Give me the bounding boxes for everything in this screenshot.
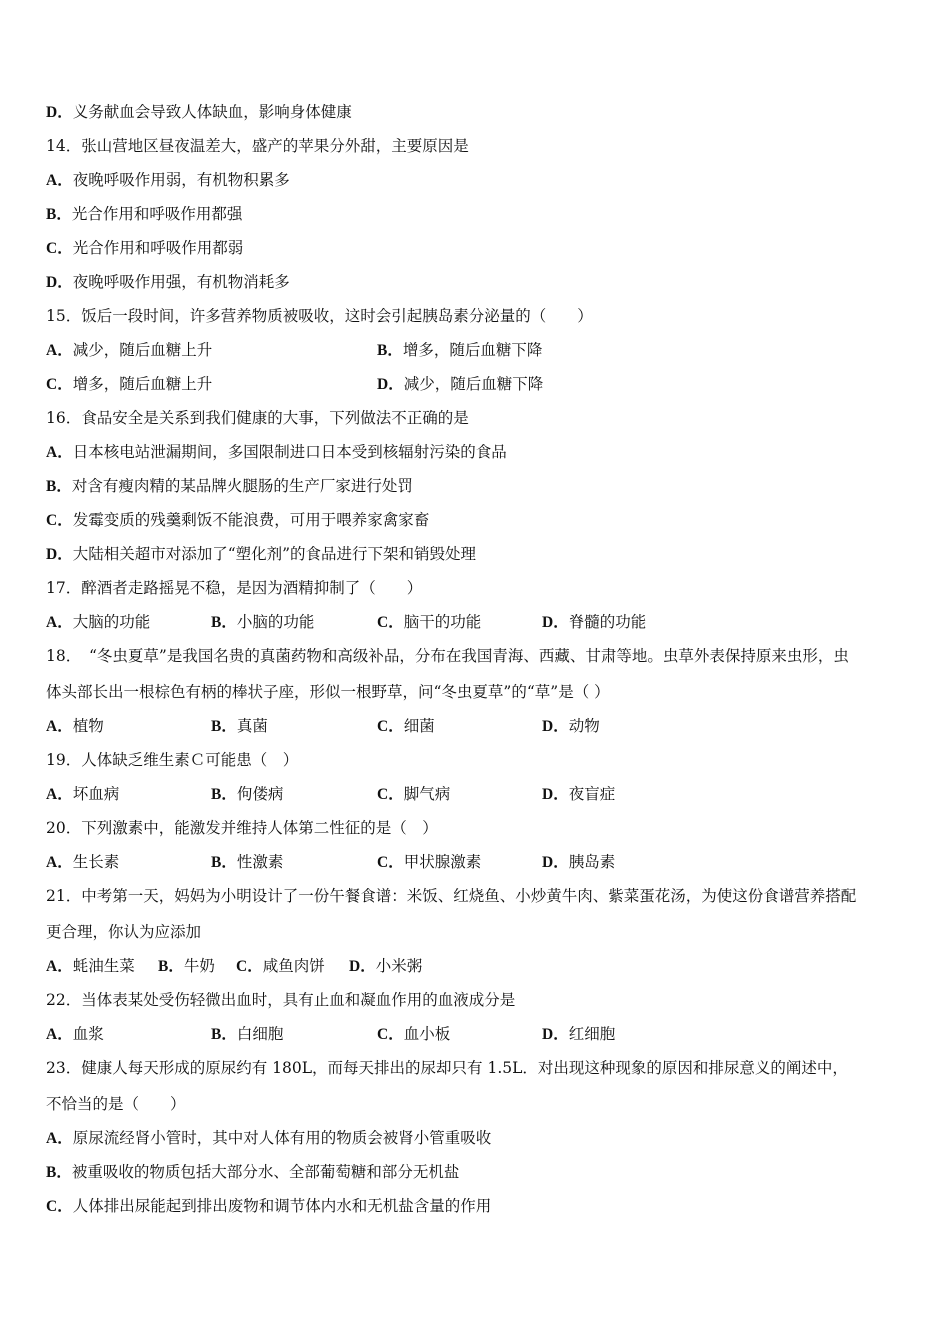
q22-option-d[interactable]: [542, 1024, 615, 1045]
option-text: 小米粥: [375, 957, 423, 975]
option-text: 动物: [568, 717, 600, 735]
option-label: B．: [211, 1026, 237, 1043]
q14-option-b[interactable]: [46, 204, 910, 225]
q22-option-c[interactable]: [377, 1024, 450, 1045]
q21-option-a[interactable]: [46, 956, 135, 977]
question-21-stem-line-2: 更合理，你认为应添加: [46, 923, 202, 941]
option-text: 大脑的功能: [72, 613, 151, 631]
option-label: D．: [542, 854, 569, 871]
option-text: 增多，随后血糖下降: [402, 341, 543, 359]
q21-option-b[interactable]: [158, 956, 215, 977]
q23-option-c[interactable]: [46, 1196, 910, 1217]
option-label: D．: [377, 376, 404, 393]
option-label: A．: [46, 614, 73, 631]
option-label: C．: [236, 958, 263, 975]
option-text: 增多，随后血糖上升: [72, 375, 213, 393]
question-21-stem-line-1: 21．中考第一天，妈妈为小明设计了一份午餐食谱：米饭、红烧鱼、小炒黄牛肉、紫菜蛋花汤，为使这份食谱营养搭配: [46, 887, 857, 905]
option-text: 血浆: [72, 1025, 104, 1043]
q20-option-a[interactable]: [46, 852, 119, 873]
q22-option-b[interactable]: [211, 1024, 283, 1045]
option-text: 胰岛素: [568, 853, 616, 871]
option-label: A．: [46, 172, 73, 189]
option-text: 夜盲症: [568, 785, 616, 803]
question-22-stem: 22．当体表某处受伤轻微出血时，具有止血和凝血作用的血液成分是: [46, 991, 516, 1009]
option-label: D．: [542, 786, 569, 803]
q22-option-a[interactable]: [46, 1024, 104, 1045]
q19-option-c[interactable]: [377, 784, 450, 805]
q14-option-a[interactable]: [46, 170, 910, 191]
question-15-stem: 15．饭后一段时间，许多营养物质被吸收，这时会引起胰岛素分泌量的（ ）: [46, 307, 593, 325]
q16-option-c[interactable]: [46, 510, 910, 531]
q19-option-a[interactable]: [46, 784, 119, 805]
option-label: C．: [377, 854, 404, 871]
option-text: 日本核电站泄漏期间，多国限制进口日本受到核辐射污染的食品: [72, 443, 507, 461]
option-text: 对含有瘦肉精的某品牌火腿肠的生产厂家进行处罚: [71, 477, 413, 495]
q17-option-c[interactable]: [377, 612, 481, 633]
option-label: B．: [211, 718, 237, 735]
question-14-stem: 14．张山营地区昼夜温差大，盛产的苹果分外甜，主要原因是: [46, 137, 469, 155]
q18-option-b[interactable]: [211, 716, 268, 737]
q17-option-b[interactable]: [211, 612, 314, 633]
q20-option-d[interactable]: [542, 852, 615, 873]
option-label: C．: [377, 718, 404, 735]
q15-option-b[interactable]: [377, 340, 542, 361]
option-label: D．: [542, 1026, 569, 1043]
option-text: 细菌: [403, 717, 435, 735]
option-text: 蚝油生菜: [72, 957, 135, 975]
option-text: 夜晚呼吸作用弱，有机物积累多: [72, 171, 290, 189]
q15-option-c[interactable]: [46, 374, 212, 395]
q17-option-d[interactable]: [542, 612, 646, 633]
question-18-stem-line-2: 体头部长出一根棕色有柄的棒状子座，形似一根野草，问“冬虫夏草”的“草”是（ ）: [46, 683, 610, 701]
option-label: D．: [542, 718, 569, 735]
option-label: B．: [211, 854, 237, 871]
q19-option-b[interactable]: [211, 784, 283, 805]
q16-option-b[interactable]: [46, 476, 910, 497]
option-text: 小脑的功能: [236, 613, 315, 631]
question-20-stem: 20．下列激素中，能激发并维持人体第二性征的是（ ）: [46, 819, 438, 837]
option-label: D．: [349, 958, 376, 975]
q23-option-a[interactable]: [46, 1128, 910, 1149]
option-text: 原尿流经肾小管时，其中对人体有用的物质会被肾小管重吸收: [72, 1129, 492, 1147]
option-label: A．: [46, 786, 73, 803]
option-text: 夜晚呼吸作用强，有机物消耗多: [72, 273, 290, 291]
option-label: B．: [211, 786, 237, 803]
q14-option-d[interactable]: [46, 272, 910, 293]
option-text: 生长素: [72, 853, 120, 871]
question-23-stem-line-1: 23．健康人每天形成的原尿约有 180L，而每天排出的尿却只有 1.5L．对出现这种现象的原因和排尿意义的阐述中，: [46, 1059, 848, 1077]
option-label: D．: [46, 104, 73, 121]
q15-option-d[interactable]: [377, 374, 543, 395]
option-label: A．: [46, 1026, 73, 1043]
option-label: D．: [46, 546, 73, 563]
option-text: 脊髓的功能: [568, 613, 647, 631]
q16-option-a[interactable]: [46, 442, 910, 463]
option-text: 义务献血会导致人体缺血，影响身体健康: [72, 103, 352, 121]
option-text: 佝偻病: [236, 785, 284, 803]
option-label: B．: [46, 1164, 72, 1181]
question-23-stem-line-2: 不恰当的是（ ）: [46, 1095, 186, 1113]
q18-option-a[interactable]: [46, 716, 104, 737]
option-text: 白细胞: [236, 1025, 284, 1043]
option-label: C．: [377, 786, 404, 803]
option-text: 脚气病: [403, 785, 451, 803]
option-text: 减少，随后血糖上升: [72, 341, 213, 359]
option-text: 脑干的功能: [403, 613, 482, 631]
option-text: 血小板: [403, 1025, 451, 1043]
option-label: A．: [46, 854, 73, 871]
option-text: 坏血病: [72, 785, 120, 803]
option-label: A．: [46, 1130, 73, 1147]
option-label: B．: [46, 478, 72, 495]
option-text: 被重吸收的物质包括大部分水、全部葡萄糖和部分无机盐: [71, 1163, 460, 1181]
option-text: 人体排出尿能起到排出废物和调节体内水和无机盐含量的作用: [72, 1197, 492, 1215]
option-label: C．: [377, 614, 404, 631]
option-text: 光合作用和呼吸作用都弱: [72, 239, 244, 257]
q18-option-c[interactable]: [377, 716, 435, 737]
option-label: B．: [46, 206, 72, 223]
option-text: 红细胞: [568, 1025, 616, 1043]
option-text: 发霉变质的残羹剩饭不能浪费，可用于喂养家禽家畜: [72, 511, 430, 529]
question-17-stem: 17．醉酒者走路摇晃不稳，是因为酒精抑制了（ ）: [46, 579, 423, 597]
option-text: 光合作用和呼吸作用都强: [71, 205, 243, 223]
q14-option-c[interactable]: [46, 238, 910, 259]
option-line: [46, 102, 910, 123]
q21-option-c[interactable]: [236, 956, 325, 977]
option-label: A．: [46, 718, 73, 735]
option-text: 真菌: [236, 717, 268, 735]
q20-option-b[interactable]: [211, 852, 283, 873]
question-19-stem: 19．人体缺乏维生素Ｃ可能患（ ）: [46, 751, 299, 769]
q21-option-d[interactable]: [349, 956, 422, 977]
q20-option-c[interactable]: [377, 852, 481, 873]
option-label: C．: [46, 376, 73, 393]
q23-option-b[interactable]: [46, 1162, 910, 1183]
option-label: B．: [158, 958, 184, 975]
option-text: 性激素: [236, 853, 284, 871]
option-label: B．: [211, 614, 237, 631]
option-label: A．: [46, 342, 73, 359]
option-text: 减少，随后血糖下降: [403, 375, 544, 393]
q19-option-d[interactable]: [542, 784, 615, 805]
q16-option-d[interactable]: [46, 544, 910, 565]
option-label: C．: [46, 512, 73, 529]
question-16-stem: 16．食品安全是关系到我们健康的大事，下列做法不正确的是: [46, 409, 469, 427]
option-label: D．: [542, 614, 569, 631]
option-label: C．: [377, 1026, 404, 1043]
q18-option-d[interactable]: [542, 716, 600, 737]
option-label: A．: [46, 444, 73, 461]
option-label: A．: [46, 958, 73, 975]
q17-option-a[interactable]: [46, 612, 150, 633]
option-label: B．: [377, 342, 403, 359]
question-18-stem-line-1: 18． “冬虫夏草”是我国名贵的真菌药物和高级补品，分布在我国青海、西藏、甘肃等地。虫草外表保持原来虫形，虫: [46, 647, 849, 665]
option-text: 大陆相关超市对添加了“塑化剂”的食品进行下架和销毁处理: [72, 545, 477, 563]
option-text: 植物: [72, 717, 104, 735]
option-text: 甲状腺激素: [403, 853, 482, 871]
option-text: 牛奶: [183, 957, 215, 975]
option-label: D．: [46, 274, 73, 291]
option-label: C．: [46, 240, 73, 257]
option-text: 咸鱼肉饼: [262, 957, 325, 975]
q15-option-a[interactable]: [46, 340, 212, 361]
option-label: C．: [46, 1198, 73, 1215]
